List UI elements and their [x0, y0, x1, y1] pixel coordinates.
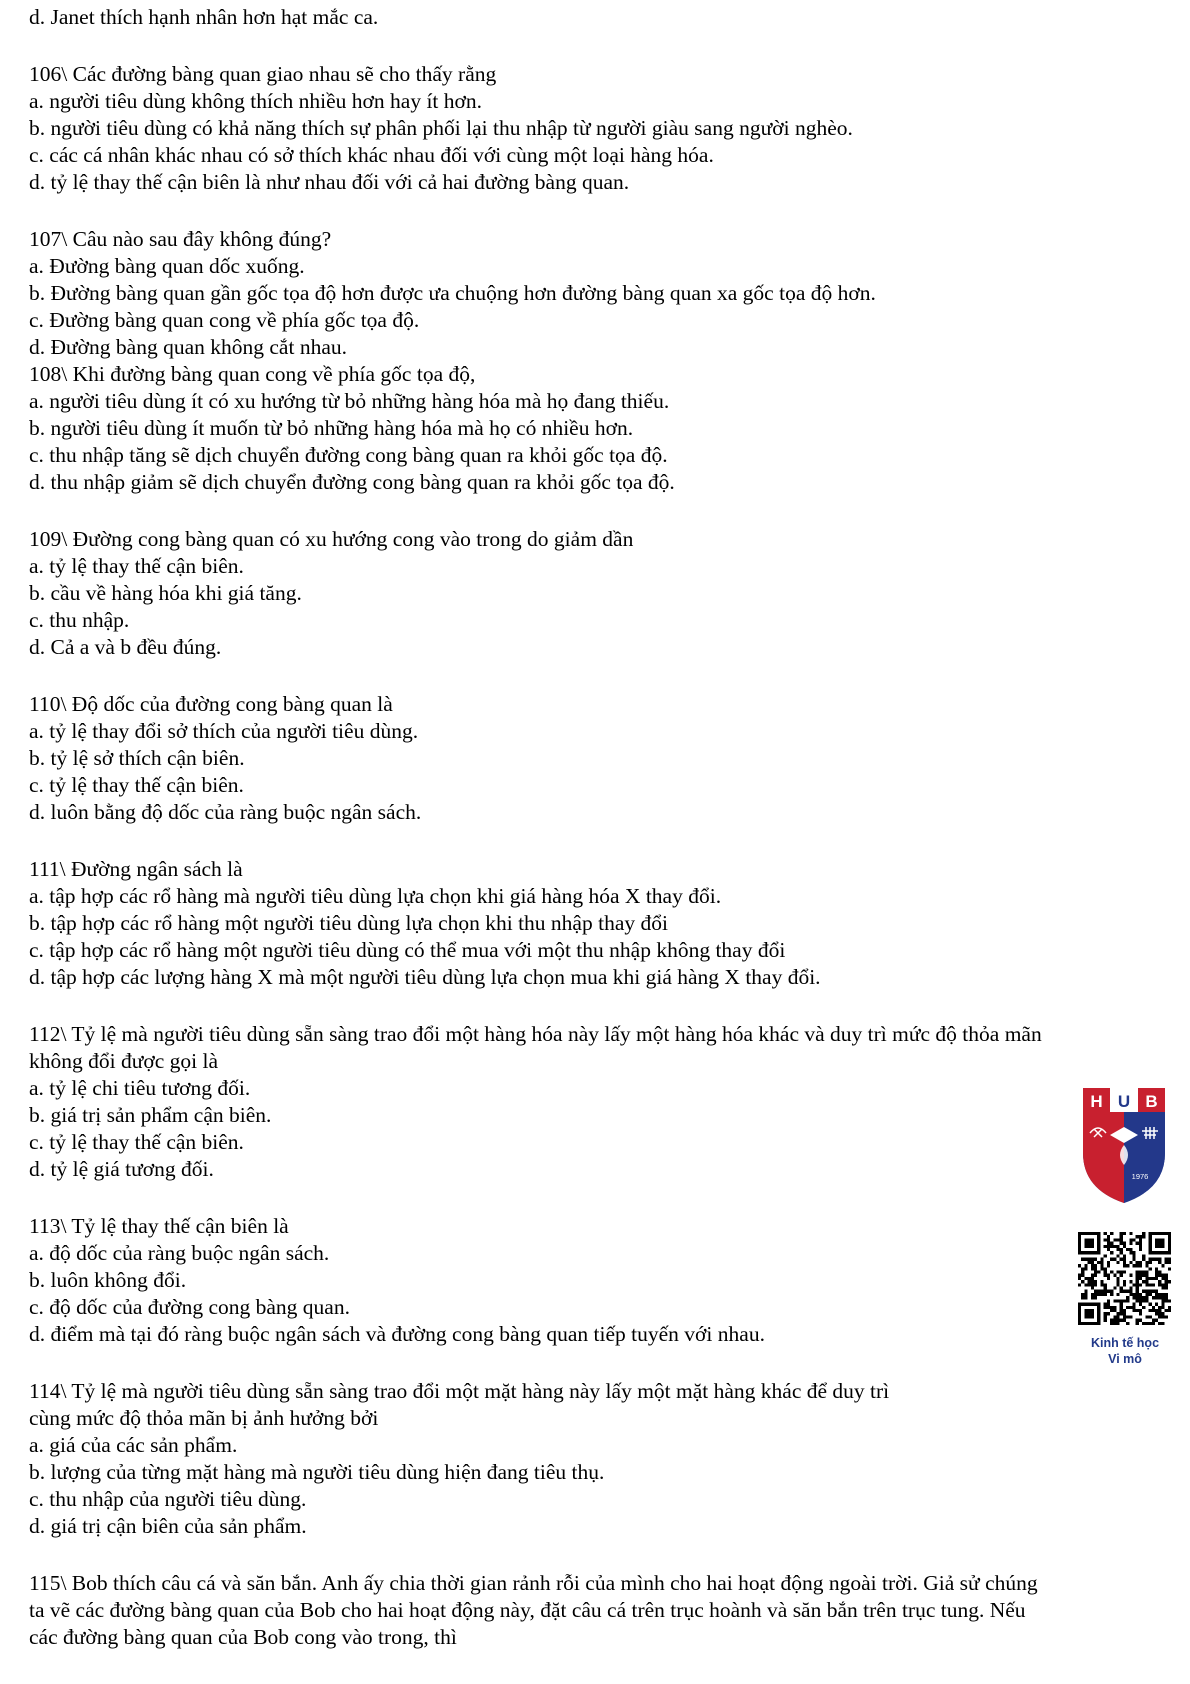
text-line: c. thu nhập tăng sẽ dịch chuyển đường cong bàng quan ra khỏi gốc tọa độ. — [29, 443, 668, 467]
text-line: c. độ dốc của đường cong bàng quan. — [29, 1295, 350, 1319]
text-line: c. các cá nhân khác nhau có sở thích khác nhau đối với cùng một loại hàng hóa. — [29, 143, 714, 167]
text-line: a. người tiêu dùng không thích nhiều hơn hay ít hơn. — [29, 89, 483, 113]
caption-line-2: Vi mô — [1108, 1352, 1142, 1366]
text-line: a. Đường bàng quan dốc xuống. — [29, 254, 305, 278]
text-line: b. lượng của từng mặt hàng mà người tiêu dùng hiện đang tiêu thụ. — [29, 1460, 605, 1484]
text-line: 115\ Bob thích câu cá và săn bắn. Anh ấy chia thời gian rảnh rỗi của mình cho hai hoạt động ngoài trời. Giả sử chúng — [29, 1571, 1038, 1595]
text-line: b. cầu về hàng hóa khi giá tăng. — [29, 581, 302, 605]
qr-code-icon — [1078, 1232, 1171, 1325]
text-line: a. giá của các sản phẩm. — [29, 1433, 238, 1457]
text-line: 106\ Các đường bàng quan giao nhau sẽ cho thấy rằng — [29, 62, 497, 86]
text-line: c. thu nhập. — [29, 608, 130, 632]
text-line: b. luôn không đổi. — [29, 1268, 187, 1292]
text-line: 114\ Tỷ lệ mà người tiêu dùng sẵn sàng trao đổi một mặt hàng này lấy một mặt hàng khác để duy trì — [29, 1379, 890, 1403]
text-line: a. tỷ lệ thay đổi sở thích của người tiêu dùng. — [29, 719, 419, 743]
text-line: a. tỷ lệ chi tiêu tương đối. — [29, 1076, 251, 1100]
text-line: b. tỷ lệ sở thích cận biên. — [29, 746, 245, 770]
text-line: b. tập hợp các rổ hàng một người tiêu dùng lựa chọn khi thu nhập thay đổi — [29, 911, 668, 935]
text-line: c. tập hợp các rổ hàng một người tiêu dùng có thể mua với một thu nhập không thay đổi — [29, 938, 786, 962]
text-line: d. luôn bằng độ dốc của ràng buộc ngân sách. — [29, 800, 422, 824]
svg-text:B: B — [1145, 1092, 1158, 1111]
text-line: d. tỷ lệ thay thế cận biên là như nhau đối với cả hai đường bàng quan. — [29, 170, 630, 194]
text-line: d. tập hợp các lượng hàng X mà một người tiêu dùng lựa chọn mua khi giá hàng X thay đổi. — [29, 965, 821, 989]
text-line: b. người tiêu dùng có khả năng thích sự phân phối lại thu nhập từ người giàu sang người nghèo. — [29, 116, 853, 140]
text-line: c. thu nhập của người tiêu dùng. — [29, 1487, 307, 1511]
text-line: c. tỷ lệ thay thế cận biên. — [29, 1130, 244, 1154]
text-line: b. Đường bàng quan gần gốc tọa độ hơn được ưa chuộng hơn đường bàng quan xa gốc tọa độ hơn. — [29, 281, 876, 305]
text-line: không đổi được gọi là — [29, 1049, 219, 1073]
text-line: c. tỷ lệ thay thế cận biên. — [29, 773, 244, 797]
text-line: a. tỷ lệ thay thế cận biên. — [29, 554, 244, 578]
text-line: 108\ Khi đường bàng quan cong về phía gốc tọa độ, — [29, 362, 476, 386]
text-line: c. Đường bàng quan cong về phía gốc tọa độ. — [29, 308, 420, 332]
svg-text:U: U — [1117, 1092, 1131, 1111]
text-line: 109\ Đường cong bàng quan có xu hướng cong vào trong do giảm dần — [29, 527, 634, 551]
text-line: d. thu nhập giảm sẽ dịch chuyển đường cong bàng quan ra khỏi gốc tọa độ. — [29, 470, 675, 494]
text-line: 107\ Câu nào sau đây không đúng? — [29, 227, 332, 251]
text-line: các đường bàng quan của Bob cong vào trong, thì — [29, 1625, 457, 1649]
text-line: ta vẽ các đường bàng quan của Bob cho hai hoạt động này, đặt câu cá trên trục hoành và săn bắn trên trục tung. Nếu — [29, 1598, 1026, 1622]
svg-text:1976: 1976 — [1131, 1172, 1149, 1181]
text-line: 110\ Độ dốc của đường cong bàng quan là — [29, 692, 393, 716]
text-line: d. Janet thích hạnh nhân hơn hạt mắc ca. — [29, 5, 379, 29]
text-line: d. tỷ lệ giá tương đối. — [29, 1157, 214, 1181]
text-line: 113\ Tỷ lệ thay thế cận biên là — [29, 1214, 289, 1238]
text-line: b. người tiêu dùng ít muốn từ bỏ những hàng hóa mà họ có nhiều hơn. — [29, 416, 634, 440]
text-line: d. Đường bàng quan không cắt nhau. — [29, 335, 347, 359]
text-line: 112\ Tỷ lệ mà người tiêu dùng sẵn sàng trao đổi một hàng hóa này lấy một hàng hóa khác và duy trì mức độ thỏa mãn — [29, 1022, 1042, 1046]
text-line: d. điểm mà tại đó ràng buộc ngân sách và đường cong bàng quan tiếp tuyến với nhau. — [29, 1322, 765, 1346]
text-line: 111\ Đường ngân sách là — [29, 857, 243, 881]
text-line: a. tập hợp các rổ hàng mà người tiêu dùng lựa chọn khi giá hàng hóa X thay đổi. — [29, 884, 722, 908]
hub-logo-icon — [1080, 1085, 1168, 1205]
text-line: d. giá trị cận biên của sản phẩm. — [29, 1514, 307, 1538]
text-line: a. độ dốc của ràng buộc ngân sách. — [29, 1241, 330, 1265]
text-line: cùng mức độ thỏa mãn bị ảnh hưởng bởi — [29, 1406, 379, 1430]
text-line: d. Cả a và b đều đúng. — [29, 635, 222, 659]
text-line: a. người tiêu dùng ít có xu hướng từ bỏ những hàng hóa mà họ đang thiếu. — [29, 389, 670, 413]
svg-text:H: H — [1090, 1092, 1103, 1111]
caption-line-1: Kinh tế học — [1090, 1336, 1160, 1350]
text-line: b. giá trị sản phẩm cận biên. — [29, 1103, 272, 1127]
